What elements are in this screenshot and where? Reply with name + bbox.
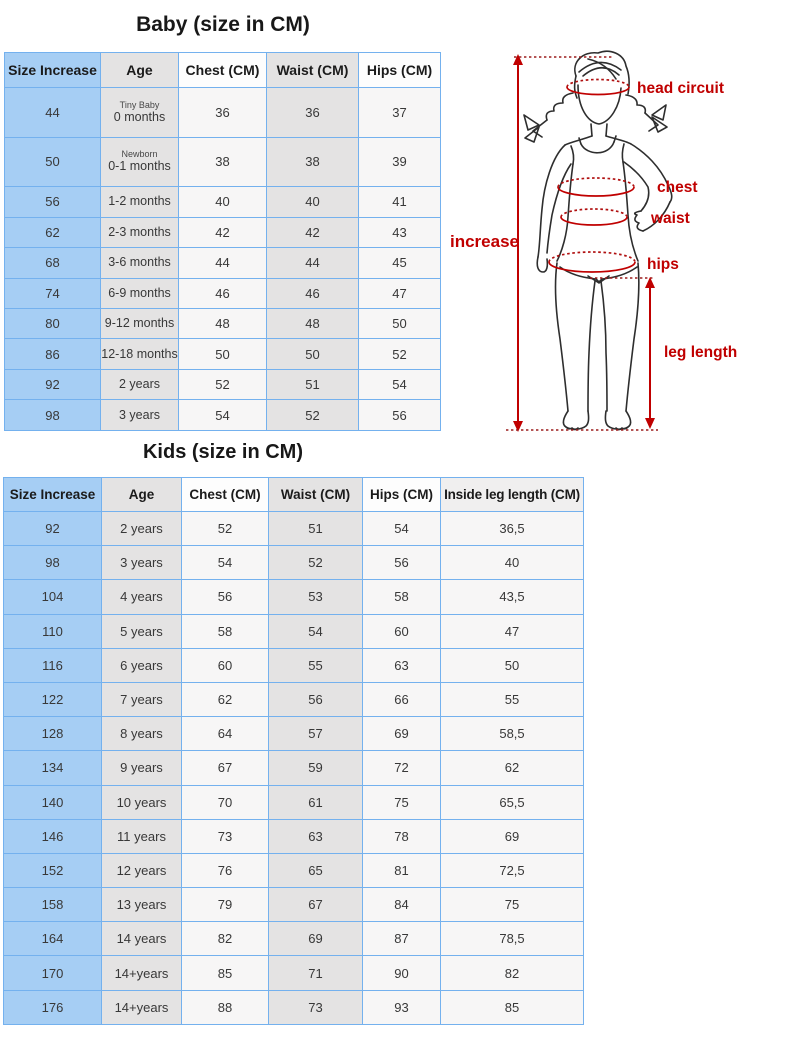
table-row (4, 717, 584, 751)
table-cell: 64 (182, 717, 269, 751)
table-cell: 62 (182, 682, 269, 716)
table-cell: 69 (441, 819, 584, 853)
table-row (5, 88, 441, 138)
table-cell: 36 (179, 88, 267, 138)
table-cell: 85 (182, 956, 269, 990)
table-cell: 48 (179, 309, 267, 339)
table-cell: 104 (4, 580, 102, 614)
age-value: 2 years (119, 377, 160, 392)
age-value: 0-1 months (108, 159, 171, 174)
baby-table-body (5, 88, 441, 431)
table-cell: 8 years (102, 717, 182, 751)
column-header-inside-leg-length: Inside leg length (CM) (441, 478, 584, 512)
table-cell: 54 (269, 614, 363, 648)
figure-label-head-circuit: head circuit (637, 80, 724, 97)
baby-table-title: Baby (size in CM) (136, 13, 310, 36)
table-cell: 6 years (102, 648, 182, 682)
waist-ring (561, 209, 627, 217)
table-cell: 58 (363, 580, 441, 614)
chest-ring (558, 178, 634, 187)
table-cell: 55 (269, 648, 363, 682)
table-cell (101, 137, 179, 187)
table-cell: 13 years (102, 888, 182, 922)
baby-table-header-row (5, 53, 441, 88)
table-cell (101, 88, 179, 138)
figure-label-leg-length: leg length (664, 344, 738, 361)
table-cell: 57 (269, 717, 363, 751)
table-row (4, 922, 584, 956)
table-row (4, 888, 584, 922)
table-cell: 70 (182, 785, 269, 819)
table-cell: 110 (4, 614, 102, 648)
kids-size-table (3, 477, 584, 1025)
table-cell: 2 years (102, 512, 182, 546)
table-cell: 43,5 (441, 580, 584, 614)
table-cell (101, 187, 179, 217)
table-cell: 75 (363, 785, 441, 819)
table-cell: 11 years (102, 819, 182, 853)
table-cell (101, 339, 179, 369)
table-cell: 52 (179, 369, 267, 399)
table-row (4, 682, 584, 716)
table-cell: 37 (359, 88, 441, 138)
table-row (5, 369, 441, 399)
table-cell: 78 (363, 819, 441, 853)
table-cell: 58,5 (441, 717, 584, 751)
kids-table-header-row (4, 478, 584, 512)
table-cell: 42 (179, 217, 267, 247)
table-cell: 40 (179, 187, 267, 217)
table-cell: 9 years (102, 751, 182, 785)
table-cell: 81 (363, 853, 441, 887)
table-cell: 158 (4, 888, 102, 922)
table-row (5, 137, 441, 187)
table-cell: 46 (267, 278, 359, 308)
table-cell: 72 (363, 751, 441, 785)
table-cell: 39 (359, 137, 441, 187)
table-cell: 65,5 (441, 785, 584, 819)
table-cell: 146 (4, 819, 102, 853)
table-cell: 7 years (102, 682, 182, 716)
table-cell (101, 369, 179, 399)
table-cell: 152 (4, 853, 102, 887)
table-cell: 116 (4, 648, 102, 682)
measurement-annotations (450, 54, 737, 432)
table-cell: 36 (267, 88, 359, 138)
table-cell: 48 (267, 309, 359, 339)
table-cell: 54 (363, 512, 441, 546)
table-cell: 59 (269, 751, 363, 785)
age-note: Newborn (121, 149, 158, 160)
table-cell: 52 (267, 400, 359, 431)
table-row (4, 546, 584, 580)
table-cell: 52 (269, 546, 363, 580)
table-cell: 80 (5, 309, 101, 339)
table-cell: 54 (179, 400, 267, 431)
table-cell: 82 (182, 922, 269, 956)
table-cell: 122 (4, 682, 102, 716)
table-cell: 86 (5, 339, 101, 369)
table-cell: 78,5 (441, 922, 584, 956)
table-cell: 61 (269, 785, 363, 819)
table-row (4, 956, 584, 990)
table-cell: 53 (269, 580, 363, 614)
age-value: 2-3 months (108, 224, 171, 239)
table-cell: 44 (179, 248, 267, 278)
table-cell (101, 309, 179, 339)
table-cell: 56 (363, 546, 441, 580)
table-cell: 41 (359, 187, 441, 217)
table-cell: 69 (269, 922, 363, 956)
age-value: 12-18 months (101, 346, 178, 361)
baby-size-table (4, 52, 441, 431)
table-row (4, 512, 584, 546)
table-cell: 90 (363, 956, 441, 990)
measurement-diagram (440, 45, 794, 447)
age-value: 9-12 months (104, 316, 175, 331)
figure-label-chest: chest (657, 179, 698, 196)
table-cell: 170 (4, 956, 102, 990)
column-header-age: Age (101, 53, 179, 88)
table-cell: 38 (179, 137, 267, 187)
table-cell: 73 (269, 990, 363, 1024)
table-cell: 88 (182, 990, 269, 1024)
column-header-waist: Waist (CM) (269, 478, 363, 512)
column-header-size-increase: Size Increase (4, 478, 102, 512)
table-cell: 79 (182, 888, 269, 922)
kids-table-title: Kids (size in CM) (142, 441, 303, 463)
table-cell: 84 (363, 888, 441, 922)
figure-label-increase: increase (450, 232, 519, 251)
table-row (5, 217, 441, 247)
table-cell (101, 248, 179, 278)
column-header-hips: Hips (CM) (359, 53, 441, 88)
age-value: 3-6 months (108, 255, 171, 270)
table-cell: 50 (441, 648, 584, 682)
table-cell: 60 (182, 648, 269, 682)
table-cell: 164 (4, 922, 102, 956)
table-row (5, 248, 441, 278)
table-cell: 42 (267, 217, 359, 247)
age-value: 0 months (113, 109, 166, 124)
table-row (4, 580, 584, 614)
table-row (5, 309, 441, 339)
table-cell: 54 (359, 369, 441, 399)
table-cell: 40 (267, 187, 359, 217)
table-cell: 43 (359, 217, 441, 247)
table-cell: 68 (5, 248, 101, 278)
table-cell: 14+years (102, 956, 182, 990)
table-cell: 40 (441, 546, 584, 580)
table-cell: 92 (5, 369, 101, 399)
table-cell: 12 years (102, 853, 182, 887)
table-cell: 50 (267, 339, 359, 369)
table-cell: 74 (5, 278, 101, 308)
table-cell: 67 (182, 751, 269, 785)
table-cell: 60 (363, 614, 441, 648)
column-header-chest: Chest (CM) (179, 53, 267, 88)
table-cell: 65 (269, 853, 363, 887)
table-row (4, 819, 584, 853)
table-cell: 92 (4, 512, 102, 546)
table-cell: 176 (4, 990, 102, 1024)
table-cell: 46 (179, 278, 267, 308)
table-cell: 56 (5, 187, 101, 217)
table-row (4, 648, 584, 682)
table-cell: 69 (363, 717, 441, 751)
table-cell: 50 (5, 137, 101, 187)
table-cell: 56 (182, 580, 269, 614)
table-cell: 36,5 (441, 512, 584, 546)
table-cell: 66 (363, 682, 441, 716)
table-cell: 93 (363, 990, 441, 1024)
age-value: 6-9 months (108, 285, 171, 300)
table-cell: 3 years (102, 546, 182, 580)
table-cell: 134 (4, 751, 102, 785)
table-cell: 73 (182, 819, 269, 853)
table-row (5, 187, 441, 217)
table-cell: 51 (269, 512, 363, 546)
table-cell (101, 278, 179, 308)
table-row (5, 339, 441, 369)
table-cell: 58 (182, 614, 269, 648)
column-header-waist: Waist (CM) (267, 53, 359, 88)
column-header-chest: Chest (CM) (182, 478, 269, 512)
table-cell: 51 (267, 369, 359, 399)
table-cell (101, 400, 179, 431)
table-row (4, 751, 584, 785)
table-cell: 85 (441, 990, 584, 1024)
hips-ring (549, 252, 635, 262)
table-cell: 38 (267, 137, 359, 187)
table-row (4, 614, 584, 648)
table-cell: 55 (441, 682, 584, 716)
table-cell: 47 (441, 614, 584, 648)
table-cell: 63 (363, 648, 441, 682)
table-cell: 47 (359, 278, 441, 308)
column-header-age: Age (102, 478, 182, 512)
age-note: Tiny Baby (119, 99, 160, 110)
table-row (4, 990, 584, 1024)
table-cell: 52 (359, 339, 441, 369)
table-cell: 56 (269, 682, 363, 716)
kids-table-body (4, 512, 584, 1025)
column-header-hips: Hips (CM) (363, 478, 441, 512)
table-cell: 45 (359, 248, 441, 278)
head-circuit-ring (567, 80, 629, 88)
table-cell: 44 (267, 248, 359, 278)
table-cell: 98 (5, 400, 101, 431)
table-cell (101, 217, 179, 247)
table-cell: 75 (441, 888, 584, 922)
table-cell: 82 (441, 956, 584, 990)
age-value: 1-2 months (108, 194, 171, 209)
age-value: 3 years (119, 407, 160, 422)
table-cell: 56 (359, 400, 441, 431)
table-cell: 62 (441, 751, 584, 785)
table-cell: 14 years (102, 922, 182, 956)
table-cell: 87 (363, 922, 441, 956)
column-header-size-increase: Size Increase (5, 53, 101, 88)
table-cell: 98 (4, 546, 102, 580)
table-cell: 44 (5, 88, 101, 138)
figure-label-hips: hips (647, 256, 679, 273)
table-cell: 14+years (102, 990, 182, 1024)
table-cell: 50 (179, 339, 267, 369)
table-cell: 10 years (102, 785, 182, 819)
table-cell: 76 (182, 853, 269, 887)
table-cell: 52 (182, 512, 269, 546)
table-cell: 54 (182, 546, 269, 580)
table-cell: 72,5 (441, 853, 584, 887)
figure-label-waist: waist (651, 210, 690, 227)
table-cell: 128 (4, 717, 102, 751)
child-measurement-figure (440, 45, 794, 447)
table-cell: 140 (4, 785, 102, 819)
table-cell: 71 (269, 956, 363, 990)
table-cell: 62 (5, 217, 101, 247)
table-cell: 50 (359, 309, 441, 339)
table-row (5, 278, 441, 308)
table-row (4, 853, 584, 887)
table-row (4, 785, 584, 819)
table-cell: 67 (269, 888, 363, 922)
table-cell: 5 years (102, 614, 182, 648)
table-cell: 4 years (102, 580, 182, 614)
table-row (5, 400, 441, 431)
table-cell: 63 (269, 819, 363, 853)
